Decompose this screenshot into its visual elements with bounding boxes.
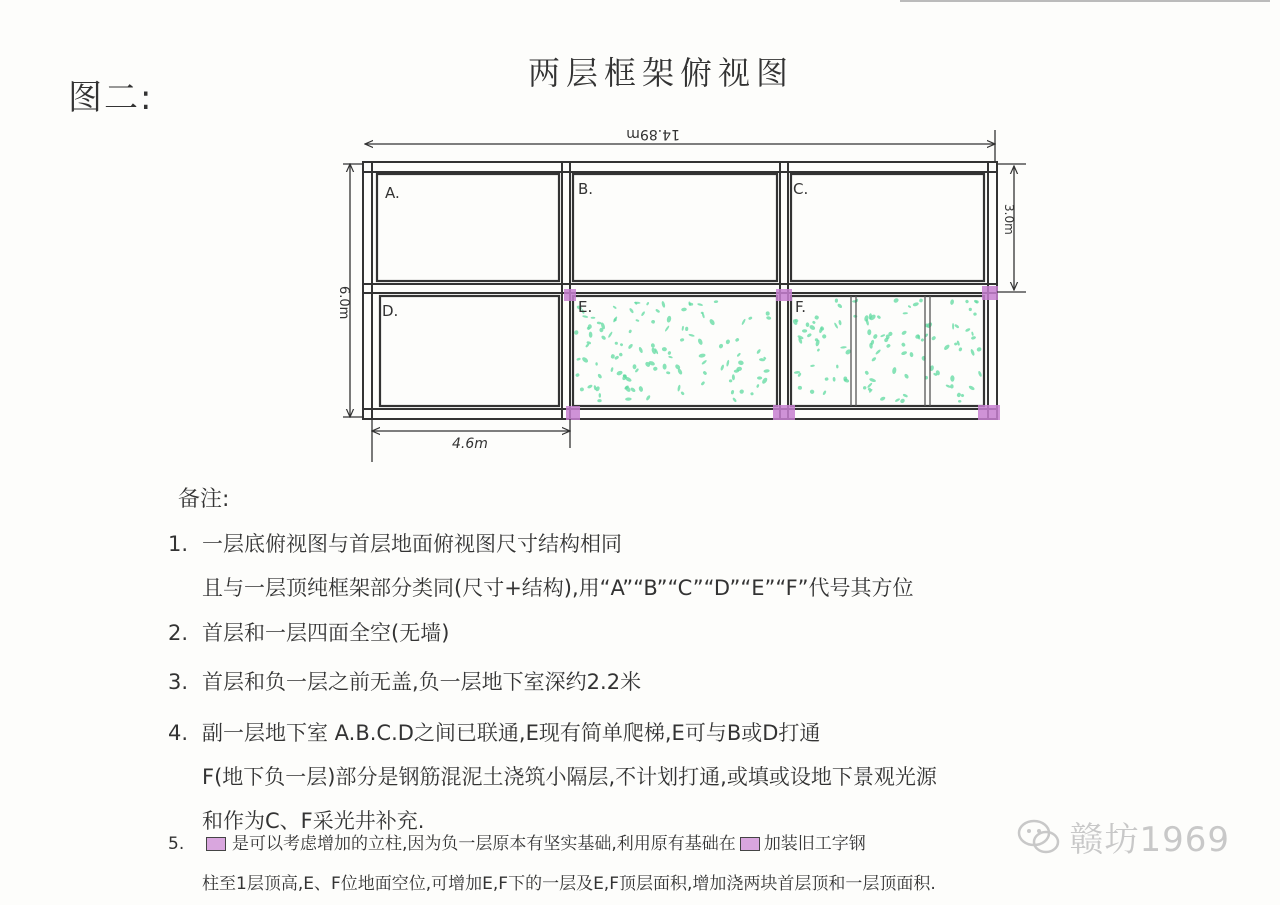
note-5-number: 5. [168,834,185,854]
note-1-line-2: 且与一层顶纯框架部分类同(尺寸+结构),用“A”“B”“C”“D”“E”“F”代号其方位 [202,576,914,600]
room-b [573,174,777,281]
room-label-d: D. [382,302,399,320]
room-a [377,174,559,281]
note-2-number: 2. [168,621,189,645]
note-1 [168,522,914,610]
note-1-line-1: 一层底俯视图与首层地面俯视图尺寸结构相同 [202,532,622,556]
notes-heading: 备注: [178,487,230,512]
outer-frame [363,162,997,419]
note-2 [168,611,449,655]
note-4-line-3: 和作为C、F采光井补充. [202,809,425,833]
dim-row-height: 3.0m [1002,204,1016,235]
note-4-line-1: 副一层地下室 A.B.C.D之间已联通,E现有简单爬梯,E可与B或D打通 [202,721,821,745]
note-5-line-1b: 加装旧工字钢 [763,834,866,854]
room-label-a: A. [385,184,400,202]
room-d [380,296,559,406]
note-3-number: 3. [168,670,189,694]
room-label-c: C. [793,180,809,198]
room-label-b: B. [578,180,594,198]
note-4-line-2: F(地下负一层)部分是钢筋混泥土浇筑小隔层,不计划打通,或填或设地下景观光源 [202,765,937,789]
diagram-title: 两层框架俯视图 [528,54,795,92]
note-5-line-1a: 是可以考虑增加的立柱,因为负一层原本有坚实基础,利用原有基础在 [232,834,736,854]
note-2-line-1: 首层和一层四面全空(无墙) [202,621,450,645]
room-f [791,296,984,406]
dim-total-width: 14.89m [626,126,680,142]
hatch-e [574,300,772,403]
watermark [1017,812,1230,861]
room-label-e: E. [578,298,593,316]
dim-depth: 6.0m [336,286,351,320]
room-c [791,174,984,281]
column-legend-swatch-inline [740,837,760,851]
figure-label: 图二: [68,78,154,118]
room-label-f: F. [795,298,806,316]
wechat-icon [1017,819,1061,855]
note-5 [168,824,936,904]
room-e [573,296,777,406]
note-4-number: 4. [168,721,189,745]
note-1-number: 1. [168,532,189,556]
column-legend-swatch [206,837,226,851]
hatch-f [792,297,982,404]
note-3-line-1: 首层和负一层之前无盖,负一层地下室深约2.2米 [202,670,642,694]
note-3 [168,660,641,704]
watermark-text: 赣坊1969 [1069,820,1230,860]
dim-bay-width: 4.6m [452,436,488,452]
note-5-line-2: 柱至1层顶高,E、F位地面空位,可增加E,F下的一层及E,F顶层面积,增加浇两块首层顶和一层顶面积. [202,874,936,894]
